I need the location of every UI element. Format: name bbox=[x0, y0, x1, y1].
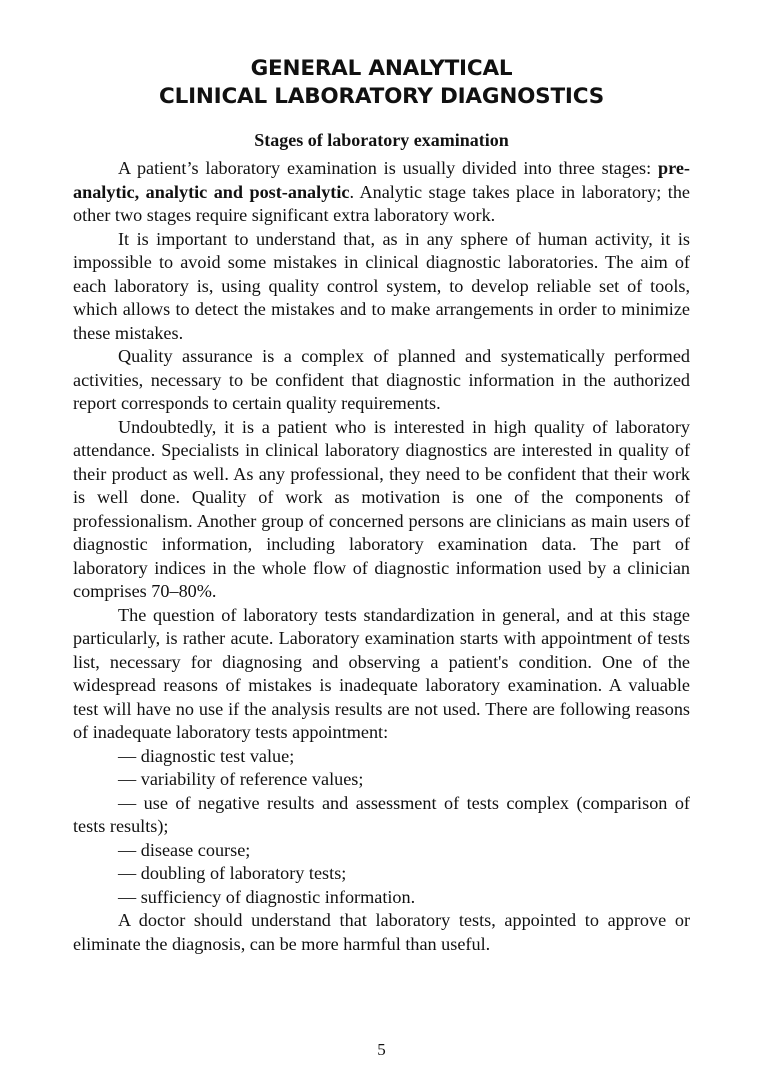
paragraph-conclusion: A doctor should understand that laboratory tests, appointed to approve or eliminate the diagnosis, can be more harmful than useful. bbox=[73, 910, 690, 954]
title-line-1: GENERAL ANALYTICAL bbox=[250, 56, 513, 81]
paragraph-standardization: The question of laboratory tests standardization in general, and at this stage particularly, is rather acute. Laboratory examination starts with appointment of tests list, necessary for diagnosing and observing a patient's condition. One of the widespread reasons of mistakes is inadequate laboratory examination. A valuable test will have no use if the analysis results are not used. There are following reasons of inadequate laboratory tests appointment: bbox=[73, 604, 690, 742]
list-item: — use of negative results and assessment of tests complex (comparison of tests results); bbox=[73, 792, 690, 836]
paragraph-stages-end: . Analytic stage takes place in laboratory; the other two stages require significant extra laboratory work. bbox=[73, 181, 690, 225]
paragraph-stages-bold: pre-analytic, analytic and post-analytic bbox=[73, 158, 690, 202]
page-number: 5 bbox=[377, 1040, 386, 1059]
list-item: — sufficiency of diagnostic information. bbox=[118, 886, 416, 907]
paragraph-interested-parties: Undoubtedly, it is a patient who is interested in high quality of laboratory attendance. Specialists in clinical laboratory diagnostics are interested in quality of their product as well. As any professional, they need to be confident that their work is well done. Quality of work as motivation is one of the components of professionalism. Another group of concerned persons are clinicians as main users of diagnostic information, including laboratory examination data. The part of laboratory indices in the whole flow of diagnostic information used by a clinician comprises 70–80%. bbox=[73, 416, 690, 601]
paragraph-stages bbox=[73, 157, 690, 228]
list-item: — diagnostic test value; bbox=[118, 745, 295, 766]
body-text bbox=[73, 157, 690, 956]
list-item: — disease course; bbox=[118, 839, 251, 860]
list-item: — variability of reference values; bbox=[118, 769, 364, 789]
paragraph-stages-start: A patient’s laboratory examination is usually divided into three stages: bbox=[118, 158, 658, 178]
document-page bbox=[73, 55, 690, 956]
title-line-2: CLINICAL LABORATORY DIAGNOSTICS bbox=[159, 84, 604, 109]
list-item: — doubling of laboratory tests; bbox=[118, 863, 347, 883]
paragraph-quality-assurance: Quality assurance is a complex of planned and systematically performed activities, necessary to be confident that diagnostic information in the authorized report corresponds to certain quality requirements. bbox=[73, 346, 690, 413]
paragraph-mistakes: It is important to understand that, as in any sphere of human activity, it is impossible to avoid some mistakes in clinical diagnostic laboratories. The aim of each laboratory is, using quality control system, to develop reliable set of tools, which allows to detect the mistakes and to make arrangements in order to minimize these mistakes. bbox=[73, 228, 690, 343]
section-heading: Stages of laboratory examination bbox=[254, 130, 509, 150]
page-title bbox=[73, 55, 690, 111]
